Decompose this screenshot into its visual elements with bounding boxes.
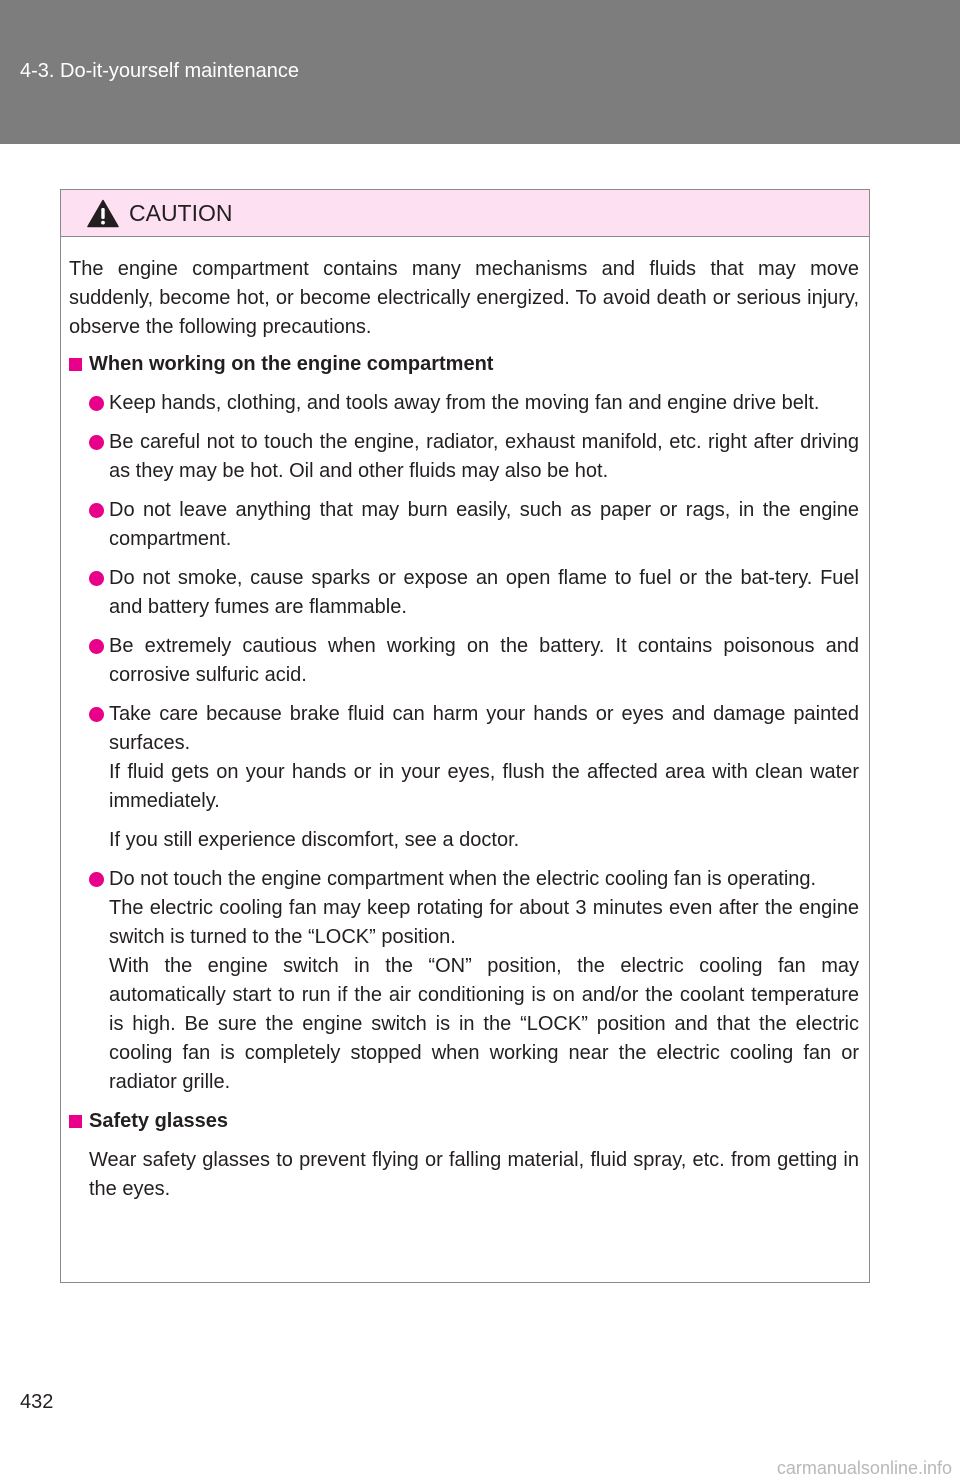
section-heading-safety-glasses	[69, 1107, 859, 1136]
precaution-item	[69, 632, 859, 690]
precaution-item	[69, 428, 859, 486]
circle-bullet-icon	[89, 503, 104, 518]
warning-triangle-icon	[87, 199, 119, 228]
section-heading-engine-compartment	[69, 350, 859, 379]
caution-intro: The engine compartment contains many mechanisms and fluids that may move suddenly, become hot, or become electrically energized. To avoid death or serious injury, observe the following precautions.	[69, 258, 859, 338]
precaution-text: If you still experience discomfort, see a doctor.	[109, 829, 520, 851]
precaution-item	[69, 700, 859, 855]
precaution-text: Take care because brake fluid can harm your hands or eyes and damage painted surfaces.	[109, 703, 859, 754]
square-bullet-icon	[69, 358, 82, 371]
circle-bullet-icon	[89, 707, 104, 722]
section-heading-text: Safety glasses	[89, 1110, 228, 1132]
precaution-text: With the engine switch in the “ON” position, the electric cooling fan may automatically start to run if the air conditioning is on and/or the coolant temperature is high. Be sure the engine switch is in the “LOCK” position and that the electric cooling fan is completely stopped when working near the electric cooling fan or radiator grille.	[109, 955, 859, 1093]
caution-label: CAUTION	[129, 200, 233, 226]
caution-box	[60, 189, 870, 1283]
precaution-text: Be extremely cautious when working on the battery. It contains poisonous and corrosive sulfuric acid.	[109, 635, 859, 686]
page-number: 432	[20, 1391, 54, 1413]
precaution-item	[69, 564, 859, 622]
circle-bullet-icon	[89, 435, 104, 450]
circle-bullet-icon	[89, 872, 104, 887]
section-heading-text: When working on the engine compartment	[89, 353, 494, 375]
square-bullet-icon	[69, 1115, 82, 1128]
header-band	[0, 0, 960, 144]
precaution-text: Do not smoke, cause sparks or expose an open flame to fuel or the bat-tery. Fuel and battery fumes are flammable.	[109, 567, 859, 618]
precaution-text: Keep hands, clothing, and tools away from the moving fan and engine drive belt.	[109, 392, 820, 414]
precaution-text: The electric cooling fan may keep rotating for about 3 minutes even after the engine switch is turned to the “LOCK” position.	[109, 897, 859, 948]
circle-bullet-icon	[89, 571, 104, 586]
precaution-list	[69, 389, 859, 1097]
circle-bullet-icon	[89, 639, 104, 654]
section-title: 4-3. Do-it-yourself maintenance	[20, 60, 300, 82]
safety-glasses-text: Wear safety glasses to prevent flying or falling material, fluid spray, etc. from getting in the eyes.	[89, 1149, 859, 1200]
precaution-item	[69, 496, 859, 554]
precaution-text: Do not touch the engine compartment when the electric cooling fan is operating.	[109, 868, 817, 890]
precaution-text: Do not leave anything that may burn easily, such as paper or rags, in the engine compartment.	[109, 499, 859, 550]
precaution-text: Be careful not to touch the engine, radiator, exhaust manifold, etc. right after driving as they may be hot. Oil and other fluids may also be hot.	[109, 431, 859, 482]
watermark: carmanualsonline.info	[776, 1458, 952, 1478]
precaution-item	[69, 389, 859, 418]
precaution-item	[69, 865, 859, 1097]
caution-body	[61, 237, 869, 1204]
precaution-text: If fluid gets on your hands or in your eyes, flush the affected area with clean water immediately.	[109, 761, 859, 812]
caution-header	[61, 190, 869, 237]
circle-bullet-icon	[89, 396, 104, 411]
